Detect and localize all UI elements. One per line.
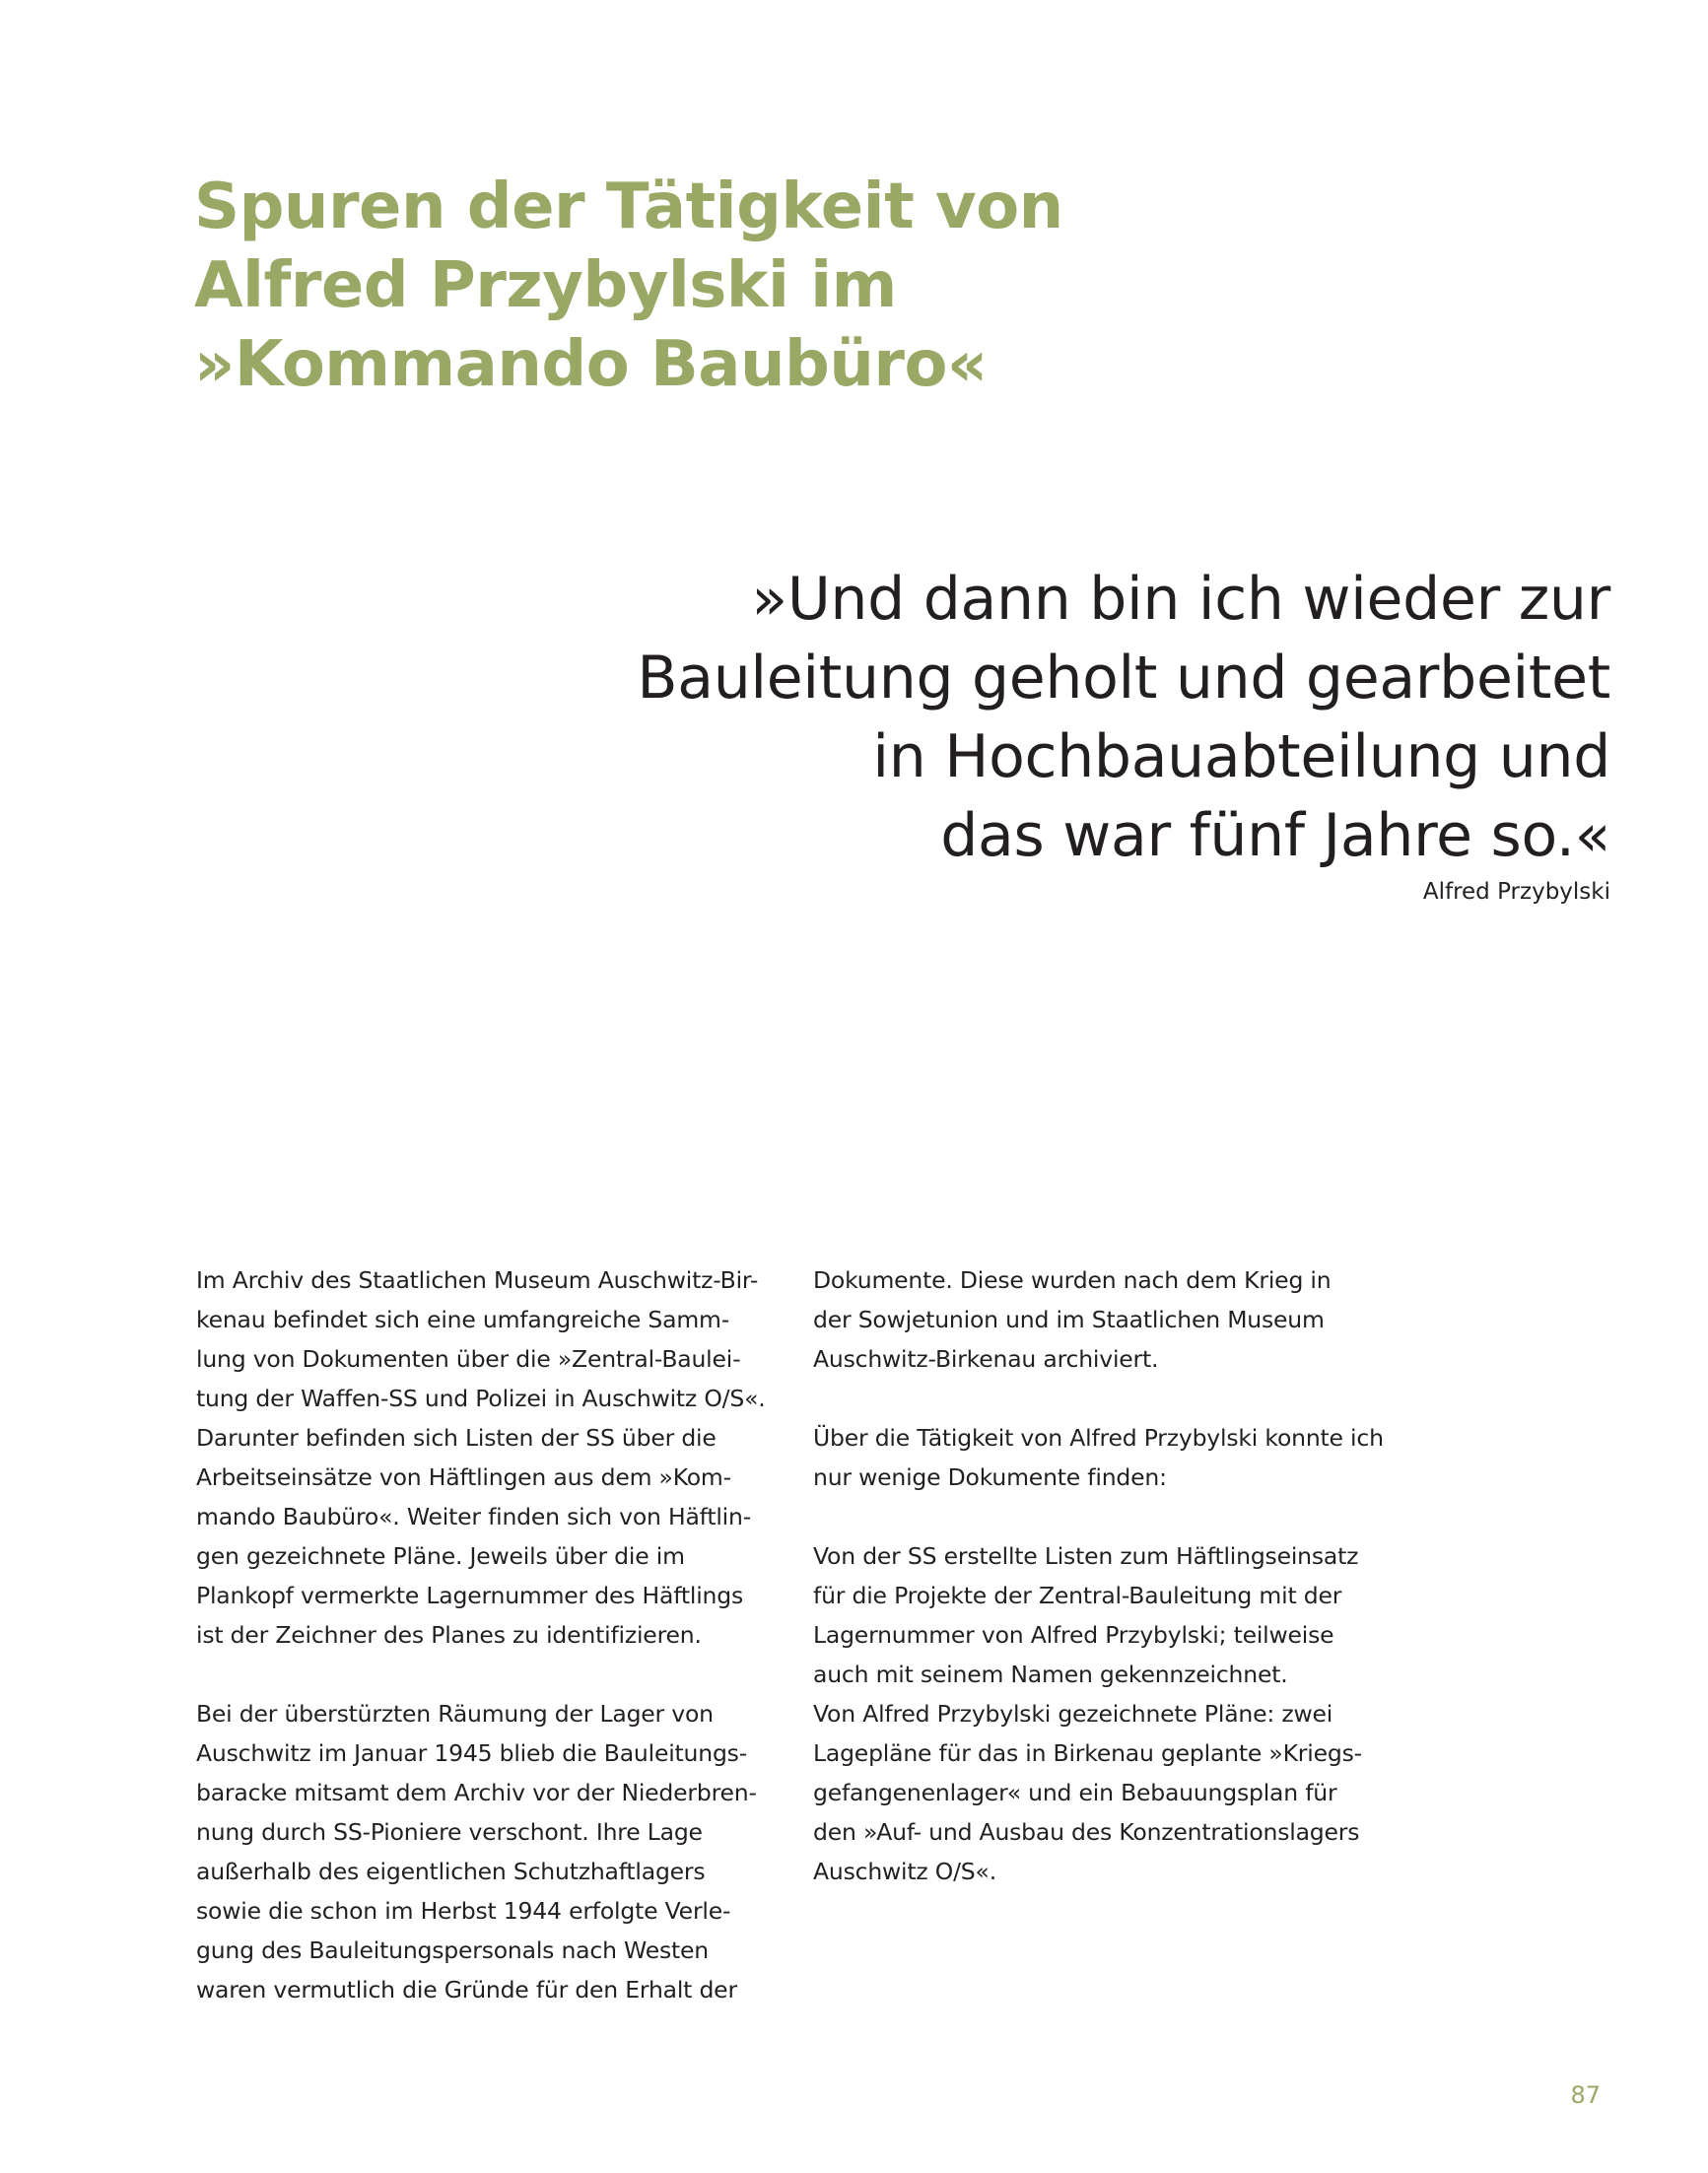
- text-line: baracke mitsamt dem Archiv vor der Niederbren-: [196, 1779, 757, 1806]
- quote-line: »Und dann bin ich wieder zur: [751, 565, 1610, 634]
- paragraph-gap: [196, 1655, 797, 1694]
- text-line: Lagernummer von Alfred Przybylski; teilweise: [813, 1621, 1334, 1649]
- text-line: Dokumente. Diese wurden nach dem Krieg in: [813, 1266, 1332, 1294]
- quote-author: Alfred Przybylski: [1422, 879, 1610, 905]
- text-line: außerhalb des eigentlichen Schutzhaftlagers: [196, 1858, 706, 1885]
- text-line: für die Projekte der Zentral-Bauleitung mit der: [813, 1582, 1342, 1609]
- text-line: ist der Zeichner des Planes zu identifizieren.: [196, 1621, 702, 1649]
- paragraph-gap: [813, 1379, 1444, 1418]
- paragraph: [196, 1694, 797, 2009]
- text-line: Über die Tätigkeit von Alfred Przybylski konnte ich: [813, 1424, 1384, 1452]
- text-line: den »Auf- und Ausbau des Konzentrationslagers: [813, 1818, 1360, 1846]
- paragraph-gap: [813, 1497, 1444, 1536]
- text-line: sowie die schon im Herbst 1944 erfolgte Verle-: [196, 1897, 731, 1925]
- quote-line: in Hochbauabteilung und: [872, 722, 1610, 791]
- text-line: Im Archiv des Staatlichen Museum Auschwitz-Bir-: [196, 1266, 759, 1294]
- text-line: Auschwitz-Birkenau archiviert.: [813, 1345, 1159, 1373]
- paragraph: [813, 1260, 1444, 1379]
- text-line: Von der SS erstellte Listen zum Häftlingseinsatz: [813, 1542, 1359, 1570]
- text-line: nung durch SS-Pioniere verschont. Ihre Lage: [196, 1818, 703, 1846]
- pull-quote: [329, 560, 1610, 875]
- text-line: nur wenige Dokumente finden:: [813, 1463, 1167, 1491]
- heading-line: Alfred Przybylski im: [194, 249, 897, 322]
- text-line: kenau befindet sich eine umfangreiche Samm-: [196, 1306, 730, 1333]
- text-line: der Sowjetunion und im Staatlichen Museum: [813, 1306, 1325, 1333]
- heading-line: »Kommando Baubüro«: [194, 328, 988, 401]
- quote-line: Bauleitung geholt und gearbeitet: [637, 644, 1610, 713]
- page-number: 87: [1570, 2081, 1601, 2109]
- text-line: tung der Waffen-SS und Polizei in Auschwitz O/S«.: [196, 1385, 766, 1412]
- text-line: waren vermutlich die Gründe für den Erhalt der: [196, 1976, 737, 2003]
- body-column-left: [196, 1260, 797, 2009]
- text-line: gung des Bauleitungspersonals nach Westen: [196, 1936, 709, 1964]
- text-line: Auschwitz im Januar 1945 blieb die Bauleitungs-: [196, 1739, 747, 1767]
- body-column-right: [813, 1260, 1444, 1891]
- text-line: Von Alfred Przybylski gezeichnete Pläne: zwei: [813, 1700, 1333, 1728]
- text-line: Auschwitz O/S«.: [813, 1858, 996, 1885]
- quote-line: das war fünf Jahre so.«: [940, 801, 1610, 870]
- text-line: auch mit seinem Namen gekennzeichnet.: [813, 1661, 1288, 1688]
- text-line: gen gezeichnete Pläne. Jeweils über die im: [196, 1542, 685, 1570]
- text-line: Arbeitseinsätze von Häftlingen aus dem »Kom-: [196, 1463, 731, 1491]
- paragraph: [196, 1260, 797, 1655]
- text-line: Bei der überstürzten Räumung der Lager von: [196, 1700, 714, 1728]
- text-line: gefangenenlager« und ein Bebauungsplan für: [813, 1779, 1337, 1806]
- text-line: Lagepläne für das in Birkenau geplante »Kriegs-: [813, 1739, 1362, 1767]
- heading-line: Spuren der Tätigkeit von: [194, 170, 1063, 243]
- text-line: lung von Dokumenten über die »Zentral-Baulei-: [196, 1345, 741, 1373]
- chapter-heading: [194, 168, 1180, 404]
- paragraph: [813, 1418, 1444, 1497]
- text-line: Plankopf vermerkte Lagernummer des Häftlings: [196, 1582, 744, 1609]
- paragraph: [813, 1536, 1444, 1891]
- text-line: Darunter befinden sich Listen der SS über die: [196, 1424, 717, 1452]
- text-line: mando Baubüro«. Weiter finden sich von Häftlin-: [196, 1503, 751, 1530]
